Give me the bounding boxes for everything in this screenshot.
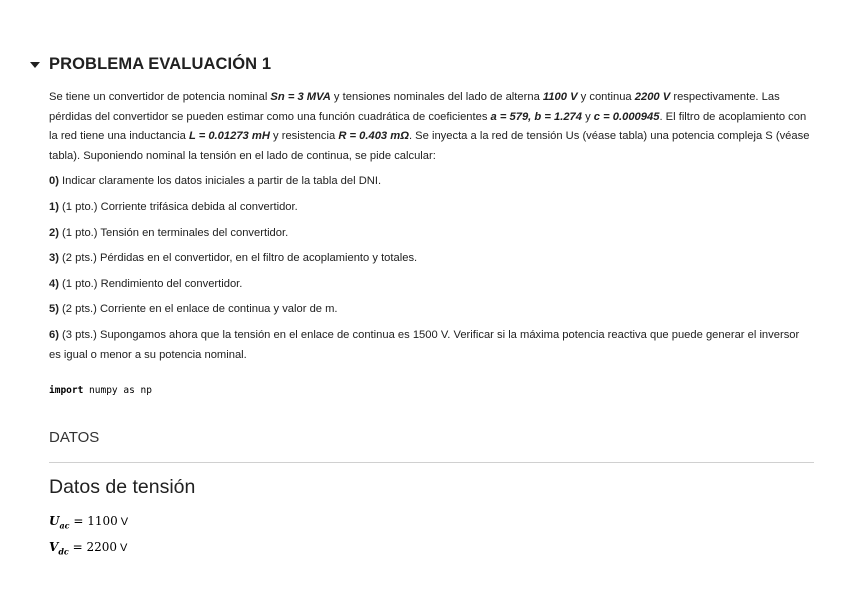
inductance-value: L = 0.01273 mH [188, 130, 270, 143]
task-item: 2) (1 pto.) Tensión en terminales del convertidor. [49, 226, 289, 239]
task-item: 5) (2 pts.) Corriente en el enlace de continua y valor de m. [49, 303, 338, 316]
sn-value: Sn = 3 MVA [270, 91, 331, 103]
task-item: 3) (2 pts.) Pérdidas en el convertidor, en el filtro de acoplamiento y totales. [49, 252, 418, 265]
section-title: DATOS [49, 429, 100, 446]
vdc-value: 2200 V [634, 91, 671, 103]
coef-c-value: c = 0.000945 [593, 110, 660, 123]
subsection-title: Datos de tensión [49, 476, 196, 498]
equation-vdc: $V_{dc} = 2200$ V [49, 540, 128, 557]
equation-uac: $U_{ac} = 1100$ V [49, 514, 129, 531]
task-item: 4) (1 pto.) Rendimiento del convertidor. [49, 277, 243, 290]
task-item: 6) (3 pts.) Supongamos ahora que la tensión en el enlace de continua es 1500 V. Verificar si la máxima potencia reactiva que puede generar el inversor es igual o menor a su potencia nominal. [49, 328, 800, 361]
problem-title: PROBLEMA EVALUACIÓN 1 [49, 55, 272, 73]
vac-value: 1100 V [542, 91, 578, 103]
problem-statement [49, 88, 814, 365]
collapse-caret-icon[interactable] [30, 62, 40, 68]
section-divider [49, 462, 814, 463]
resistance-value: R = 0.403 mΩ [338, 130, 409, 143]
task-item: 1) (1 pto.) Corriente trifásica debida al convertidor. [49, 200, 298, 213]
problem-heading [30, 55, 271, 74]
task-item: 0) Indicar claramente los datos iniciales a partir de la tabla del DNI. [49, 175, 382, 188]
coef-ab-value: a = 579, b = 1.274 [490, 110, 582, 123]
intro-paragraph: Se tiene un convertidor de potencia nominal Sn = 3 MVA y tensiones nominales del lado de alterna 1100 V y continua 2200 V respectivamente. Las pérdidas del convertidor se pueden estimar como una función cuadrática de coeficientes a = 579, b = 1.274 y c = 0.000945. El filtro de acoplamiento con la red tiene una inductancia L = 0.01273 mH y resistencia R = 0.403 mΩ. Se inyecta a la red de tensión Us (véase tabla) una potencia compleja S (véase tabla). Suponiendo nominal la tensión en el lado de continua, se pide calcular: [49, 91, 810, 162]
code-cell[interactable]: import numpy as np [49, 385, 152, 396]
